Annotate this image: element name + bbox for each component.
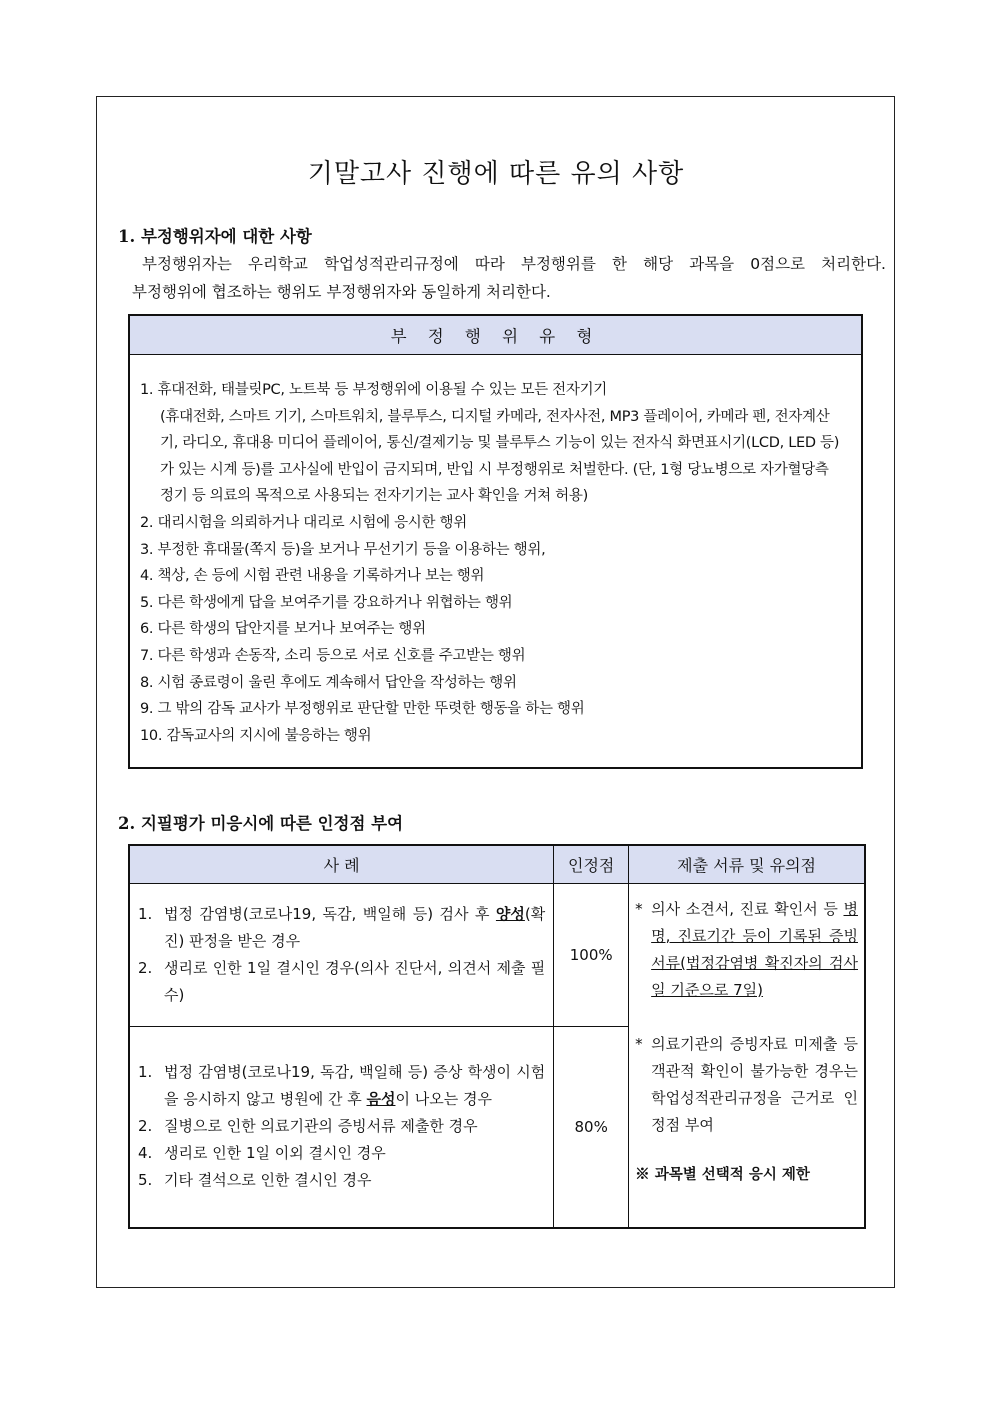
- case-text: 생리로 인한 1일 이외 결시인 경우: [164, 1144, 386, 1163]
- case-number: 4.: [138, 1144, 153, 1163]
- absence-score-table: [128, 844, 866, 1229]
- case-line: [138, 1140, 545, 1167]
- section1-intro-line2: 부정행위에 협조하는 행위도 부정행위자와 동일하게 처리한다.: [132, 283, 551, 301]
- case-number: 2.: [138, 959, 153, 977]
- case-text: 법정 감염병(코로나19, 독감, 백일해 등) 증상 학생이 시험을 응시하지 않고 병원에 간 후 음성이 나오는 경우: [164, 1063, 546, 1109]
- docs-header: 제출 서류 및 유의점: [629, 845, 865, 884]
- misconduct-table: [128, 314, 863, 769]
- misconduct-item-1-detail: (휴대전화, 스마트 기기, 스마트워치, 블루투스, 디지털 카메라, 전자사전, MP3 플레이어, 카메라 펜, 전자계산: [160, 408, 830, 425]
- score-header: 인정점: [554, 845, 629, 884]
- misconduct-item-9: 9. 그 밖의 감독 교사가 부정행위로 판단할 만한 뚜렷한 행동을 하는 행위: [140, 701, 585, 718]
- misconduct-list: [130, 355, 861, 749]
- selective-exam-warning: ※ 과목별 선택적 응시 제한: [635, 1166, 810, 1183]
- section1-intro-line1: 부정행위자는 우리학교 학업성적관리규정에 따라 부정행위를 한 해당 과목을 0점으로 처리한다.: [142, 255, 886, 273]
- case-text: 기타 결석으로 인한 결시인 경우: [164, 1171, 372, 1190]
- case-line: [138, 1113, 545, 1140]
- section2-heading: 2. 지필평가 미응시에 따른 인정점 부여: [118, 814, 404, 833]
- misconduct-item-7: 7. 다른 학생과 손동작, 소리 등으로 서로 신호를 주고받는 행위: [140, 647, 526, 664]
- docs-cell: [629, 884, 865, 1228]
- case-cell: [129, 884, 554, 1027]
- score-cell-80: 80%: [554, 1027, 629, 1228]
- misconduct-item-1-detail: 기, 라디오, 휴대용 미디어 플레이어, 통신/결제기능 및 블루투스 기능이 있는 전자식 화면표시기(LCD, LED 등): [160, 435, 840, 452]
- page-title: 기말고사 진행에 따른 유의 사항: [307, 159, 685, 189]
- case-header: 사 례: [129, 845, 554, 884]
- note-2: * 의료기관의 증빙자료 미제출 등 객관적 확인이 불가능한 경우는 학업성적관리규정을 근거로 인정점 부여: [635, 1035, 858, 1134]
- misconduct-item-8: 8. 시험 종료령이 울린 후에도 계속해서 답안을 작성하는 행위: [140, 674, 517, 691]
- misconduct-item-3: 3. 부정한 휴대물(쪽지 등)을 보거나 무선기기 등을 이용하는 행위,: [140, 541, 546, 558]
- case-number: 1.: [138, 905, 153, 923]
- case-number: 5.: [138, 1171, 153, 1190]
- case-text: 법정 감염병(코로나19, 독감, 백일해 등) 검사 후 양성(확진) 판정을 받은 경우: [164, 905, 546, 950]
- case-line: [138, 1059, 545, 1113]
- positive-emphasis: 양성: [495, 905, 525, 923]
- misconduct-item-4: 4. 책상, 손 등에 시험 관련 내용을 기록하거나 보는 행위: [140, 568, 485, 585]
- case-line: [138, 901, 545, 955]
- misconduct-table-header: 부 정 행 위 유 형: [130, 316, 861, 355]
- case-line: [138, 1167, 545, 1194]
- evidence-requirement: 병명, 진료기간 등이 기록된 증빙서류(법정감염병 확진자의 검사일 기준으로 7일): [651, 900, 858, 999]
- misconduct-item-1: 1. 휴대전화, 태블릿PC, 노트북 등 부정행위에 이용될 수 있는 모든 전자기기: [140, 382, 608, 398]
- section1-intro: [118, 250, 886, 306]
- case-text: 생리로 인한 1일 결시인 경우(의사 진단서, 의견서 제출 필수): [164, 959, 546, 1004]
- case-number: 1.: [138, 1063, 153, 1082]
- section1-heading: 1. 부정행위자에 대한 사항: [118, 227, 312, 246]
- misconduct-item-6: 6. 다른 학생의 답안지를 보거나 보여주는 행위: [140, 621, 426, 638]
- table-header-row: [129, 845, 865, 884]
- note-1: * 의사 소견서, 진료 확인서 등 병명, 진료기간 등이 기록된 증빙서류(법정감염병 확진자의 검사일 기준으로 7일): [635, 900, 858, 999]
- case-cell: [129, 1027, 554, 1228]
- score-cell-100: 100%: [554, 884, 629, 1027]
- misconduct-item-10: 10. 감독교사의 지시에 불응하는 행위: [140, 727, 372, 744]
- misconduct-item-5: 5. 다른 학생에게 답을 보여주기를 강요하거나 위협하는 행위: [140, 594, 513, 611]
- misconduct-item-1-detail: 정기 등 의료의 목적으로 사용되는 전자기기는 교사 확인을 거쳐 허용): [160, 488, 588, 505]
- table-row: [129, 884, 865, 1027]
- case-text: 질병으로 인한 의료기관의 증빙서류 제출한 경우: [164, 1117, 478, 1136]
- negative-emphasis: 음성: [366, 1090, 396, 1109]
- case-number: 2.: [138, 1117, 153, 1136]
- misconduct-item-1-detail: 가 있는 시계 등)를 고사실에 반입이 금지되며, 반입 시 부정행위로 처벌한다. (단, 1형 당뇨병으로 자가혈당측: [160, 461, 829, 478]
- misconduct-item-2: 2. 대리시험을 의뢰하거나 대리로 시험에 응시한 행위: [140, 514, 467, 531]
- case-line: [138, 955, 545, 1009]
